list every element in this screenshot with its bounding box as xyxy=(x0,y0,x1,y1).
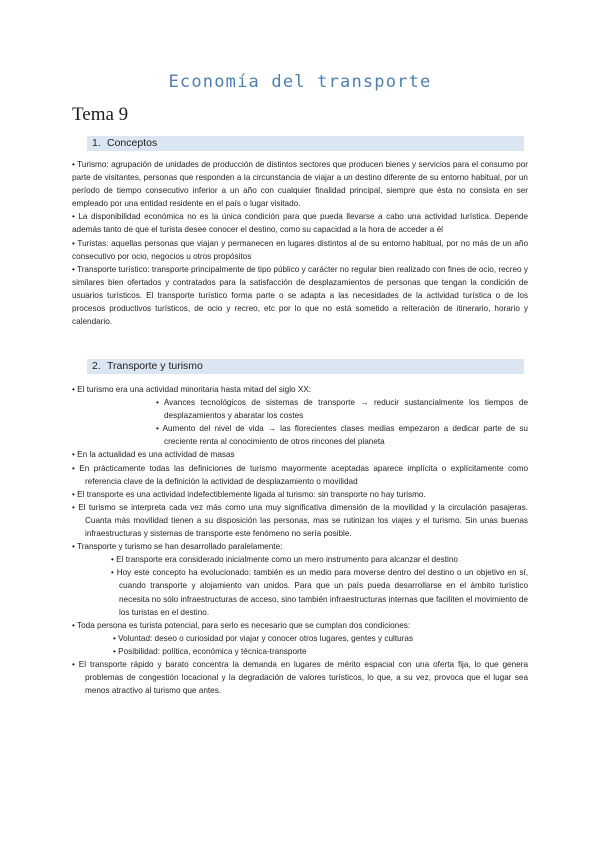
sub-bullet-item: • Posibilidad: política, económica y técnica-transporte xyxy=(113,646,307,656)
sub-bullet-item: • Aumento del nivel de vida → las florecientes clases medias empezaron a dedicar parte de su creciente renta al conocimiento de otros rincones del planeta xyxy=(156,424,528,447)
paragraph: • Transporte turístico: transporte principalmente de tipo público y carácter no regular bien realizado con fines de ocio, recreo y similares bien ofertados y contratados para la satisfacción de desplazamientos de personas que tengan la condición de usuarios turísticos. El transporte turístico forma parte o se adapta a las necesidades de la actividad turística o de los procesos productivos turísticos, de ocio y recreo, etc por lo que no está sometido a reiteración de itinerario, horario y calendario. xyxy=(72,264,528,327)
sub-bullet-item: • Voluntad: deseo o curiosidad por viajar y conocer otros lugares, gentes y culturas xyxy=(113,633,414,643)
sub-bullet-item: • Hoy este concepto ha evolucionado: también es un medio para moverse dentro del destino o un objetivo en sí, cuando transporte y alojamiento van unidos. Para que un país pueda desarrollarse en el ámbito turístico necesita no sólo infraestructuras de acceso, sino también infraestructuras internas que faciliten el movimiento de los turistas en el destino. xyxy=(111,568,528,617)
paragraph: • Turistas: aquellas personas que viajan y permanecen en lugares distintos al de su entorno habitual, por no más de un año consecutivo por ocio, negocios u otros propósitos xyxy=(72,238,528,261)
section-heading-transporte-turismo xyxy=(87,359,524,374)
bullet-item: • Transporte y turismo se han desarrollado paralelamente: xyxy=(72,542,283,552)
bullet-item: • El turismo se interpreta cada vez más como una muy significativa dimensión de la movilidad y la circulación pasajeras. Cuanta más movilidad tienen a su disposición las personas, mas se rutinizan los viajes y el turismo. Sin unas buenas infraestructuras y sistemas de transporte este fenómeno no sería posible. xyxy=(72,502,528,539)
document-title: Economía del transporte xyxy=(168,72,432,92)
section-label: Transporte y turismo xyxy=(107,360,203,372)
chapter-heading: Tema 9 xyxy=(72,104,129,125)
bullet-item: • El turismo era una actividad minoritaria hasta mitad del siglo XX: xyxy=(72,385,312,394)
bullet-item: • En prácticamente todas las definiciones de turismo mayormente aceptadas aparece implícita o explícitamente como referencia clave de la definición la actividad de desplazamiento o movilidad xyxy=(72,463,528,486)
bullet-item: • En la actualidad es una actividad de masas xyxy=(72,450,235,460)
sub-bullet-item: • El transporte era considerado inicialmente como un mero instrumento para alcanzar el destino xyxy=(111,555,458,565)
paragraph: • La disponibilidad económica no es la única condición para que pueda llevarse a cabo una actividad turística. Depende además tanto de que el turista desee conocer el destino, como su capacidad a la hora de acceder a él xyxy=(72,212,528,235)
bullet-item: • Toda persona es turista potencial, para serlo es necesario que se cumplan dos condiciones: xyxy=(72,620,411,630)
section-body-conceptos xyxy=(72,158,528,328)
section-number: 1. xyxy=(92,137,101,149)
paragraph: • Turismo: agrupación de unidades de producción de distintos sectores que producen bienes y servicios para el consumo por parte de visitantes, personas que responden a la circunstancia de viajar a un destino diferente de su entorno habitual, por un período de tiempo consecutivo inferior a un año con cualquier finalidad principal, siempre que ésta no consista en ser empleado por una entidad residente en el país o lugar visitado. xyxy=(72,160,528,209)
section-body-transporte-turismo xyxy=(72,383,528,697)
section-heading-conceptos xyxy=(87,136,524,151)
sub-bullet-item: • Avances tecnológicos de sistemas de transporte → reducir sustancialmente los tiempos de desplazamientos y abaratar los costes xyxy=(156,398,528,421)
bullet-item: • El transporte rápido y barato concentra la demanda en lugares de mérito espacial con una oferta fija, lo que genera problemas de congestión locacional y la degradación de valores turísticos, lo que, a su vez, provoca que el lugar sea menos atractivo al turismo que antes. xyxy=(72,659,528,696)
bullet-item: • El transporte es una actividad indefectiblemente ligada al turismo: sin transporte no hay turismo. xyxy=(72,489,426,499)
section-number: 2. xyxy=(92,360,101,372)
section-label: Conceptos xyxy=(107,137,158,149)
